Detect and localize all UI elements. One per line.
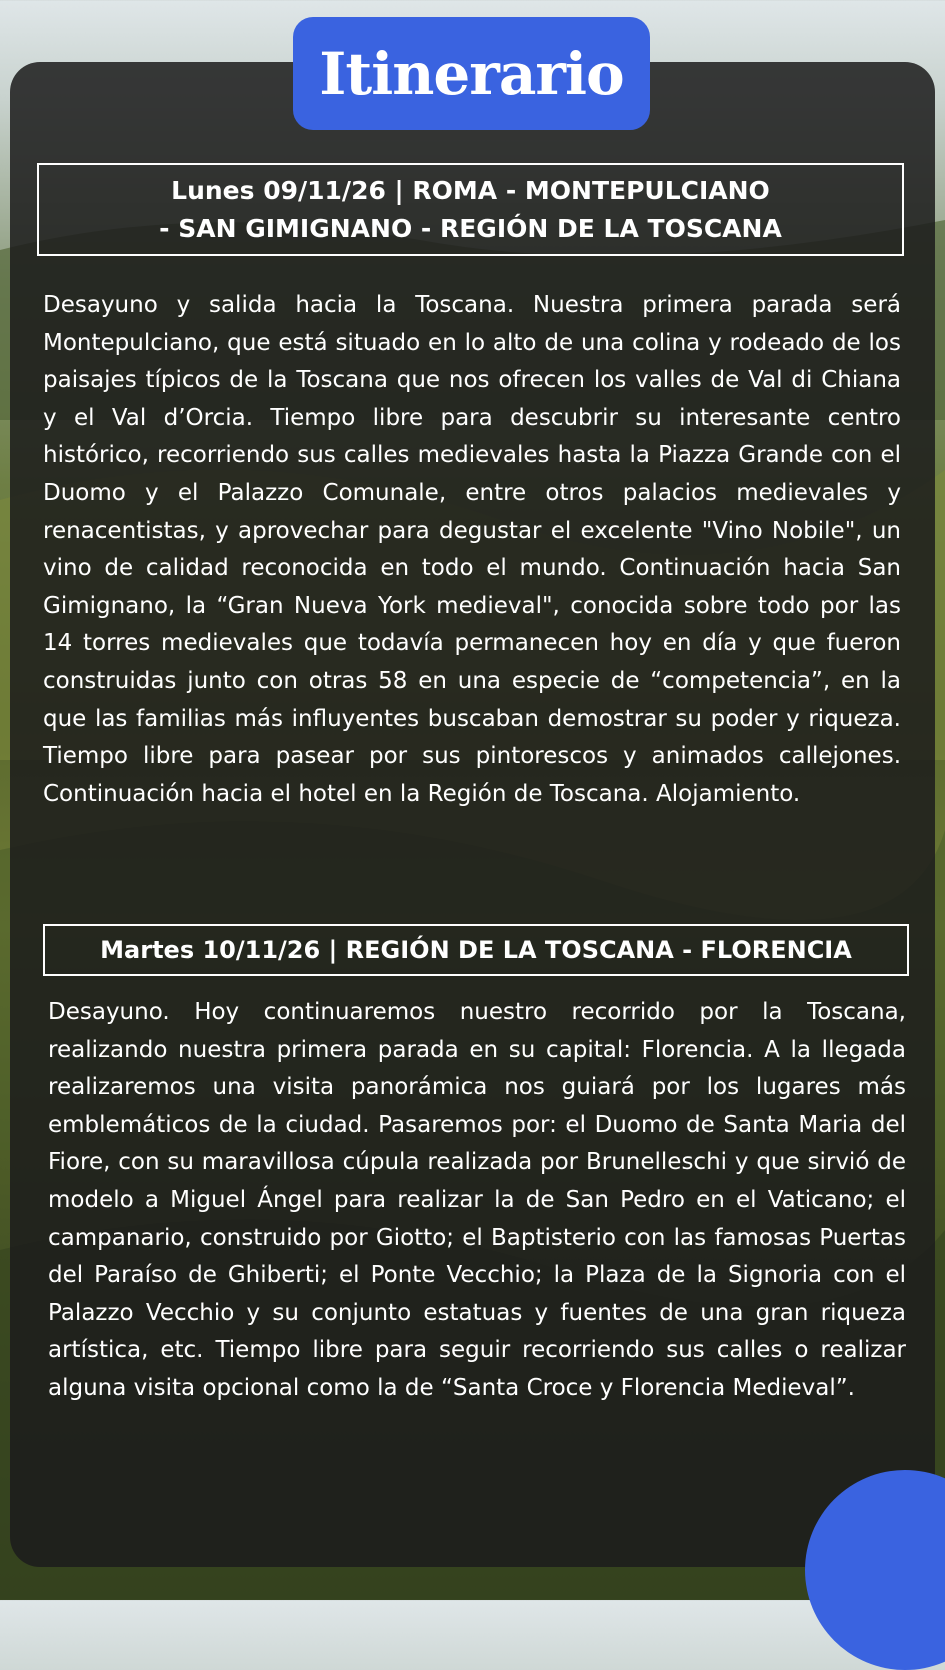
page-title: Itinerario	[319, 39, 624, 108]
day-2-description: Desayuno. Hoy continuaremos nuestro recorrido por la Toscana, realizando nuestra primera parada en su capital: Florencia. A la llegada realizaremos una visita panorámica nos guiará por los lugares más emblemáticos de la ciudad. Pasaremos por: el Duomo de Santa Maria del Fiore, con su maravillosa cúpula realizada por Brunelleschi y que sirvió de modelo a Miguel Ángel para realizar la de San Pedro en el Vaticano; el campanario, construido por Giotto; el Baptisterio con las famosas Puertas del Paraíso de Ghiberti; el Ponte Vecchio; la Plaza de la Signoria con el Palazzo Vecchio y su conjunto estatuas y fuentes de una gran riqueza artística, etc. Tiempo libre para seguir recorriendo sus calles o realizar alguna visita opcional como la de “Santa Croce y Florencia Medieval”.	[48, 999, 906, 1401]
day-1-heading	[37, 163, 904, 256]
day-1-description: Desayuno y salida hacia la Toscana. Nuestra primera parada será Montepulciano, que está situado en lo alto de una colina y rodeado de los paisajes típicos de la Toscana que nos ofrecen los valles de Val di Chiana y el Val d’Orcia. Tiempo libre para descubrir su interesante centro histórico, recorriendo sus calles medievales hasta la Piazza Grande con el Duomo y el Palazzo Comunale, entre otros palacios medievales y renacentistas, y aprovechar para degustar el excelente "Vino Nobile", un vino de calidad reconocida en todo el mundo. Continuación hacia San Gimignano, la “Gran Nueva York medieval", conocida sobre todo por las 14 torres medievales que todavía permanecen hoy en día y que fueron construidas junto con otras 58 en una especie de “competencia”, en la que las familias más influyentes buscaban demostrar su poder y riqueza. Tiempo libre para pasear por sus pintorescos y animados callejones. Continuación hacia el hotel en la Región de Toscana. Alojamiento.	[43, 292, 901, 807]
title-badge	[293, 17, 650, 130]
day-1-heading-line-2: - SAN GIMIGNANO - REGIÓN DE LA TOSCANA	[159, 213, 782, 243]
day-2-heading	[43, 924, 909, 976]
day-2-heading-text: Martes 10/11/26 | REGIÓN DE LA TOSCANA - FLORENCIA	[100, 936, 852, 964]
day-1-heading-line-1: Lunes 09/11/26 | ROMA - MONTEPULCIANO	[171, 175, 770, 205]
